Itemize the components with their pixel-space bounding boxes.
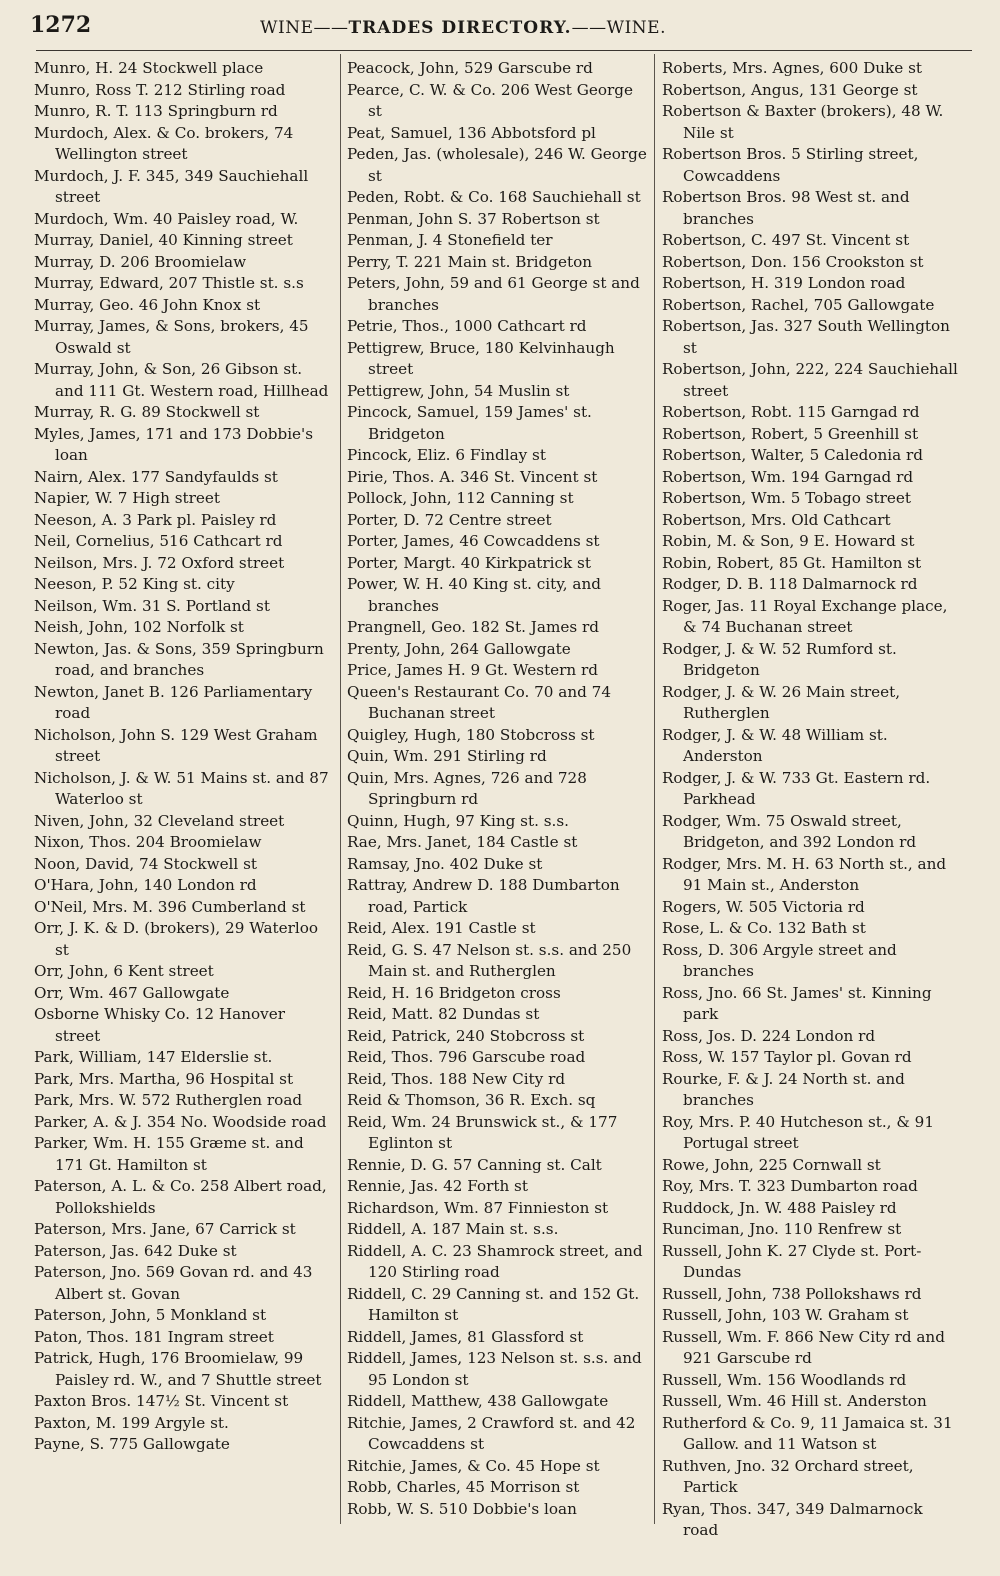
column-divider — [340, 54, 341, 1524]
directory-entry: Robertson, Jas. 327 South Wellington st — [662, 317, 950, 357]
directory-entry: Paterson, Jas. 642 Duke st — [34, 1241, 237, 1260]
directory-entry: Robertson, Robert, 5 Greenhill st — [662, 424, 919, 443]
directory-entry: Reid, Thos. 188 New City rd — [347, 1069, 566, 1088]
directory-entry: Riddell, James, 81 Glassford st — [347, 1327, 584, 1346]
running-head-right: WINE. — [606, 18, 666, 38]
directory-entry: Ritchie, James, 2 Crawford st. and 42 Cowcaddens st — [347, 1413, 636, 1453]
directory-entry: Quin, Wm. 291 Stirling rd — [347, 747, 547, 765]
directory-entry: Ross, D. 306 Argyle street and branches — [662, 940, 897, 980]
directory-entry: Porter, Margt. 40 Kirkpatrick st — [347, 553, 591, 572]
directory-entry: Power, W. H. 40 King st. city, and branches — [347, 575, 601, 615]
directory-entry: Paterson, A. L. & Co. 258 Albert road, Pollokshields — [34, 1177, 327, 1217]
directory-entry: Ruthven, Jno. 32 Orchard street, Partick — [662, 1456, 914, 1496]
directory-entry: Penman, J. 4 Stonefield ter — [347, 231, 553, 249]
directory-entry: Pettigrew, Bruce, 180 Kelvinhaugh street — [347, 338, 615, 378]
directory-entry: Robertson, Mrs. Old Cathcart — [662, 510, 891, 529]
directory-entry: Pincock, Eliz. 6 Findlay st — [347, 446, 546, 464]
directory-entry: Russell, Wm. 156 Woodlands rd — [662, 1370, 907, 1389]
directory-entry: Reid, Matt. 82 Dundas st — [347, 1005, 540, 1023]
directory-entry: Petrie, Thos., 1000 Cathcart rd — [347, 317, 587, 335]
directory-entry: Osborne Whisky Co. 12 Hanover street — [34, 1005, 285, 1045]
directory-entry: Neil, Cornelius, 516 Cathcart rd — [34, 532, 283, 550]
directory-entry: Robertson, C. 497 St. Vincent st — [662, 231, 910, 249]
directory-entry: Paterson, Mrs. Jane, 67 Carrick st — [34, 1220, 296, 1238]
directory-column-3 — [662, 58, 962, 1542]
directory-entry: Peden, Jas. (wholesale), 246 W. George st — [347, 145, 647, 185]
header-rule — [36, 50, 972, 51]
directory-entry: Porter, James, 46 Cowcaddens st — [347, 532, 600, 550]
directory-entry: Niven, John, 32 Cleveland street — [34, 811, 285, 830]
directory-entry: Quin, Mrs. Agnes, 726 and 728 Springburn rd — [347, 768, 587, 808]
directory-entry: Pettigrew, John, 54 Muslin st — [347, 381, 570, 400]
directory-entry: Robertson Bros. 98 West st. and branches — [662, 188, 910, 228]
directory-entry: Ritchie, James, & Co. 45 Hope st — [347, 1456, 600, 1475]
directory-entry: Peden, Robt. & Co. 168 Sauchiehall st — [347, 188, 641, 206]
directory-entry: Rattray, Andrew D. 188 Dumbarton road, Partick — [347, 876, 620, 916]
directory-entry: Murray, Geo. 46 John Knox st — [34, 295, 261, 314]
directory-entry: Robertson, Don. 156 Crookston st — [662, 252, 924, 271]
directory-entry: Robertson, John, 222, 224 Sauchiehall street — [662, 360, 958, 400]
directory-entry: Pearce, C. W. & Co. 206 West George st — [347, 80, 633, 120]
directory-entry: Rodger, D. B. 118 Dalmarnock rd — [662, 575, 918, 593]
running-head-left: WINE — [260, 18, 314, 38]
directory-entry: Riddell, C. 29 Canning st. and 152 Gt. Hamilton st — [347, 1284, 640, 1324]
directory-entry: Park, Mrs. Martha, 96 Hospital st — [34, 1069, 294, 1088]
directory-entry: Rae, Mrs. Janet, 184 Castle st — [347, 833, 578, 851]
directory-entry: Robertson, Robt. 115 Garngad rd — [662, 403, 920, 421]
directory-entry: Murdoch, J. F. 345, 349 Sauchiehall street — [34, 166, 309, 206]
directory-entry: Munro, H. 24 Stockwell place — [34, 59, 264, 77]
directory-entry: Robertson & Baxter (brokers), 48 W. Nile st — [662, 102, 944, 142]
directory-entry: Munro, Ross T. 212 Stirling road — [34, 80, 286, 99]
directory-entry: Neeson, P. 52 King st. city — [34, 575, 235, 593]
directory-entry: Nairn, Alex. 177 Sandyfaulds st — [34, 467, 278, 486]
directory-entry: Myles, James, 171 and 173 Dobbie's loan — [34, 424, 314, 464]
directory-entry: Robin, M. & Son, 9 E. Howard st — [662, 532, 915, 550]
running-head: WINE——TRADES DIRECTORY.——WINE. — [260, 18, 666, 38]
directory-entry: Pirie, Thos. A. 346 St. Vincent st — [347, 467, 598, 486]
directory-entry: Reid, Thos. 796 Garscube road — [347, 1048, 586, 1066]
directory-entry: Ross, Jno. 66 St. James' st. Kinning park — [662, 983, 932, 1023]
directory-entry: Robertson, Angus, 131 George st — [662, 80, 918, 99]
directory-entry: Ross, W. 157 Taylor pl. Govan rd — [662, 1048, 912, 1066]
directory-entry: Rodger, J. & W. 52 Rumford st. Bridgeton — [662, 639, 897, 679]
directory-entry: Newton, Jas. & Sons, 359 Springburn road, and branches — [34, 639, 324, 679]
directory-entry: Robertson, Walter, 5 Caledonia rd — [662, 446, 923, 464]
directory-entry: Parker, A. & J. 354 No. Woodside road — [34, 1112, 327, 1131]
directory-entry: Newton, Janet B. 126 Parliamentary road — [34, 682, 313, 722]
directory-entry: Ryan, Thos. 347, 349 Dalmarnock road — [662, 1499, 923, 1539]
directory-entry: Napier, W. 7 High street — [34, 489, 220, 507]
directory-entry: Murray, James, & Sons, brokers, 45 Oswald st — [34, 317, 309, 357]
directory-entry: Robertson, Rachel, 705 Gallowgate — [662, 295, 935, 314]
directory-entry: Reid, Wm. 24 Brunswick st., & 177 Eglinton st — [347, 1112, 618, 1152]
directory-entry: Prangnell, Geo. 182 St. James rd — [347, 618, 599, 636]
directory-entry: Park, William, 147 Elderslie st. — [34, 1048, 273, 1066]
directory-entry: Peat, Samuel, 136 Abbotsford pl — [347, 123, 596, 142]
directory-entry: Porter, D. 72 Centre street — [347, 510, 552, 529]
page-number: 1272 — [30, 12, 92, 38]
directory-entry: Rose, L. & Co. 132 Bath st — [662, 919, 866, 937]
directory-entry: Payne, S. 775 Gallowgate — [34, 1435, 230, 1453]
directory-entry: Pollock, John, 112 Canning st — [347, 489, 574, 507]
directory-entry: Russell, John K. 27 Clyde st. Port-Dundas — [662, 1241, 922, 1281]
directory-entry: Queen's Restaurant Co. 70 and 74 Buchanan street — [347, 682, 611, 722]
directory-entry: Neish, John, 102 Norfolk st — [34, 618, 244, 636]
directory-entry: Quinn, Hugh, 97 King st. s.s. — [347, 811, 569, 830]
directory-entry: Murray, Daniel, 40 Kinning street — [34, 231, 293, 249]
directory-entry: Paterson, Jno. 569 Govan rd. and 43 Albert st. Govan — [34, 1263, 313, 1303]
directory-entry: Robin, Robert, 85 Gt. Hamilton st — [662, 553, 922, 572]
directory-entry: Nicholson, John S. 129 West Graham street — [34, 725, 318, 765]
directory-entry: Murdoch, Alex. & Co. brokers, 74 Wellington street — [34, 123, 294, 163]
directory-entry: Peters, John, 59 and 61 George st and branches — [347, 274, 640, 314]
directory-entry: Rodger, J. & W. 733 Gt. Eastern rd. Parkhead — [662, 768, 931, 808]
directory-entry: Perry, T. 221 Main st. Bridgeton — [347, 252, 592, 271]
directory-entry: Rodger, J. & W. 48 William st. Anderston — [662, 725, 888, 765]
directory-entry: Murray, R. G. 89 Stockwell st — [34, 403, 260, 421]
directory-entry: Neilson, Wm. 31 S. Portland st — [34, 596, 270, 615]
directory-entry: Paterson, John, 5 Monkland st — [34, 1306, 267, 1324]
directory-entry: Neeson, A. 3 Park pl. Paisley rd — [34, 510, 277, 529]
directory-entry: Nicholson, J. & W. 51 Mains st. and 87 Waterloo st — [34, 768, 329, 808]
directory-entry: Murray, D. 206 Broomielaw — [34, 252, 247, 271]
directory-entry: Park, Mrs. W. 572 Rutherglen road — [34, 1091, 303, 1109]
directory-entry: Paton, Thos. 181 Ingram street — [34, 1327, 274, 1346]
directory-entry: O'Hara, John, 140 London rd — [34, 876, 257, 894]
directory-entry: O'Neil, Mrs. M. 396 Cumberland st — [34, 897, 306, 916]
directory-entry: Murray, Edward, 207 Thistle st. s.s — [34, 274, 304, 292]
directory-entry: Murdoch, Wm. 40 Paisley road, W. — [34, 209, 299, 228]
directory-entry: Richardson, Wm. 87 Finnieston st — [347, 1198, 609, 1217]
directory-entry: Rourke, F. & J. 24 North st. and branches — [662, 1069, 905, 1109]
directory-entry: Robb, W. S. 510 Dobbie's loan — [347, 1499, 577, 1518]
directory-entry: Pincock, Samuel, 159 James' st. Bridgeton — [347, 403, 592, 443]
directory-entry: Robb, Charles, 45 Morrison st — [347, 1478, 580, 1496]
directory-entry: Russell, Wm. 46 Hill st. Anderston — [662, 1392, 927, 1410]
directory-entry: Russell, Wm. F. 866 New City rd and 921 Garscube rd — [662, 1327, 945, 1367]
directory-entry: Rennie, D. G. 57 Canning st. Calt — [347, 1155, 602, 1174]
directory-entry: Roberts, Mrs. Agnes, 600 Duke st — [662, 59, 922, 77]
directory-entry: Rodger, Wm. 75 Oswald street, Bridgeton, and 392 London rd — [662, 811, 917, 851]
directory-entry: Rogers, W. 505 Victoria rd — [662, 897, 865, 916]
directory-entry: Parker, Wm. H. 155 Græme st. and 171 Gt. Hamilton st — [34, 1134, 304, 1174]
directory-entry: Rennie, Jas. 42 Forth st — [347, 1177, 528, 1195]
directory-entry: Riddell, James, 123 Nelson st. s.s. and 95 London st — [347, 1349, 642, 1389]
directory-entry: Rodger, J. & W. 26 Main street, Rutherglen — [662, 682, 901, 722]
directory-entry: Riddell, A. 187 Main st. s.s. — [347, 1220, 559, 1238]
directory-column-1 — [34, 58, 334, 1456]
directory-entry: Rodger, Mrs. M. H. 63 North st., and 91 Main st., Anderston — [662, 854, 947, 894]
directory-entry: Roy, Mrs. P. 40 Hutcheson st., & 91 Portugal street — [662, 1112, 935, 1152]
directory-entry: Reid, G. S. 47 Nelson st. s.s. and 250 Main st. and Rutherglen — [347, 940, 632, 980]
directory-entry: Rowe, John, 225 Cornwall st — [662, 1155, 881, 1174]
directory-entry: Munro, R. T. 113 Springburn rd — [34, 102, 278, 120]
directory-entry: Russell, John, 103 W. Graham st — [662, 1306, 909, 1324]
column-divider — [654, 54, 655, 1524]
directory-entry: Ramsay, Jno. 402 Duke st — [347, 854, 543, 873]
directory-entry: Murray, John, & Son, 26 Gibson st. and 111 Gt. Western road, Hillhead — [34, 360, 329, 400]
directory-entry: Orr, J. K. & D. (brokers), 29 Waterloo st — [34, 919, 319, 959]
directory-entry: Roger, Jas. 11 Royal Exchange place, & 74 Buchanan street — [662, 596, 948, 636]
directory-entry: Nixon, Thos. 204 Broomielaw — [34, 833, 262, 851]
directory-column-2 — [347, 58, 647, 1520]
directory-entry: Neilson, Mrs. J. 72 Oxford street — [34, 553, 285, 572]
directory-entry: Roy, Mrs. T. 323 Dumbarton road — [662, 1177, 918, 1195]
directory-entry: Quigley, Hugh, 180 Stobcross st — [347, 725, 595, 744]
directory-entry: Robertson, Wm. 5 Tobago street — [662, 489, 911, 507]
directory-entry: Ruddock, Jn. W. 488 Paisley rd — [662, 1198, 897, 1217]
directory-entry: Patrick, Hugh, 176 Broomielaw, 99 Paisley rd. W., and 7 Shuttle street — [34, 1349, 322, 1389]
directory-entry: Penman, John S. 37 Robertson st — [347, 209, 600, 228]
directory-entry: Reid, H. 16 Bridgeton cross — [347, 983, 561, 1002]
directory-entry: Noon, David, 74 Stockwell st — [34, 854, 257, 873]
directory-entry: Runciman, Jno. 110 Renfrew st — [662, 1220, 902, 1238]
directory-entry: Rutherford & Co. 9, 11 Jamaica st. 31 Gallow. and 11 Watson st — [662, 1413, 953, 1453]
directory-entry: Paxton, M. 199 Argyle st. — [34, 1413, 229, 1432]
directory-entry: Robertson, H. 319 London road — [662, 274, 906, 292]
directory-entry: Reid, Alex. 191 Castle st — [347, 919, 536, 937]
directory-entry: Paxton Bros. 147½ St. Vincent st — [34, 1392, 289, 1410]
directory-entry: Riddell, Matthew, 438 Gallowgate — [347, 1392, 609, 1410]
directory-entry: Peacock, John, 529 Garscube rd — [347, 59, 593, 77]
directory-entry: Reid & Thomson, 36 R. Exch. sq — [347, 1091, 596, 1109]
directory-entry: Ross, Jos. D. 224 London rd — [662, 1026, 876, 1045]
directory-entry: Riddell, A. C. 23 Shamrock street, and 120 Stirling road — [347, 1241, 643, 1281]
directory-entry: Reid, Patrick, 240 Stobcross st — [347, 1026, 585, 1045]
directory-entry: Robertson, Wm. 194 Garngad rd — [662, 467, 914, 486]
directory-entry: Russell, John, 738 Pollokshaws rd — [662, 1284, 922, 1303]
directory-entry: Prenty, John, 264 Gallowgate — [347, 639, 571, 658]
directory-entry: Orr, Wm. 467 Gallowgate — [34, 983, 230, 1002]
directory-entry: Robertson Bros. 5 Stirling street, Cowcaddens — [662, 145, 919, 185]
directory-entry: Price, James H. 9 Gt. Western rd — [347, 661, 599, 679]
page-header — [30, 12, 970, 42]
directory-entry: Orr, John, 6 Kent street — [34, 962, 214, 980]
running-head-title: TRADES DIRECTORY. — [348, 18, 572, 38]
